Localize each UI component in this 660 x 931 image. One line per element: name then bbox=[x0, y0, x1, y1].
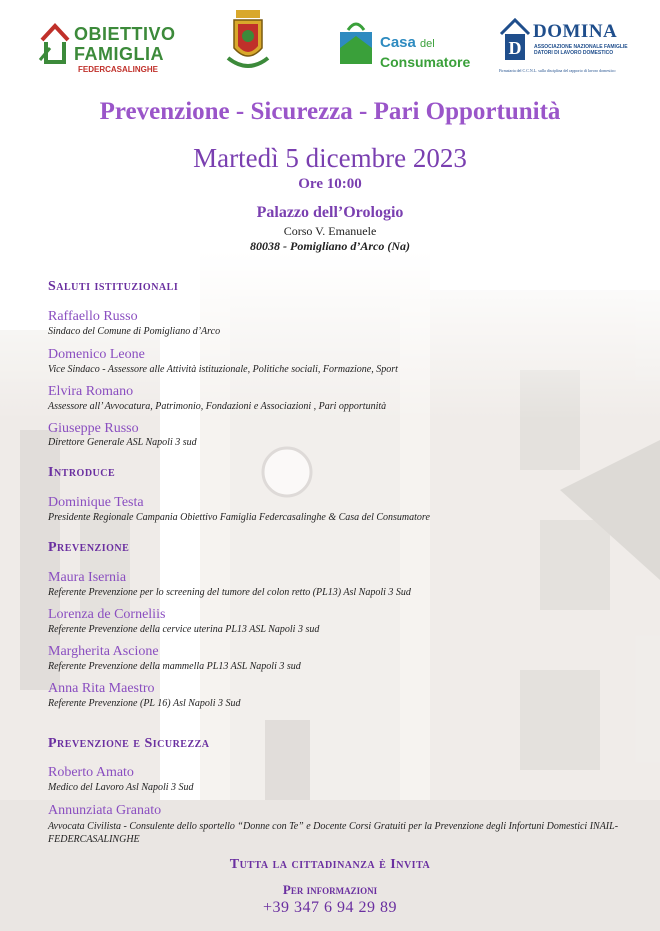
speaker-name: Giuseppe Russo bbox=[48, 421, 139, 436]
svg-text:D: D bbox=[508, 38, 522, 58]
speaker-name: Raffaello Russo bbox=[48, 309, 138, 324]
casa-del-consumatore-logo bbox=[336, 14, 486, 74]
invitation-text: Tutta la cittadinanza è Invita bbox=[229, 857, 431, 872]
section-heading-saluti: Saluti istituzionali bbox=[48, 279, 179, 294]
phone-number: +39 347 6 94 29 89 bbox=[262, 899, 398, 916]
event-city: 80038 - Pomigliano d’Arco (Na) bbox=[250, 239, 410, 253]
speaker-name: Elvira Romano bbox=[48, 384, 134, 399]
speaker-name: Lorenza de Corneliis bbox=[48, 607, 166, 622]
speaker-name: Annunziata Granato bbox=[48, 803, 162, 818]
speaker-name: Maura Isernia bbox=[48, 570, 127, 585]
speaker-role: Referente Prevenzione per lo screening del tumore del colon retto (PL13) Asl Napoli 3 Sud bbox=[48, 587, 411, 598]
event-venue: Palazzo dell’Orologio bbox=[256, 204, 404, 221]
speaker-role: Vice Sindaco - Assessore alle Attività istituzionale, Politiche sociali, Formazione, Sport bbox=[48, 364, 398, 375]
event-title: Prevenzione - Sicurezza - Pari Opportunità bbox=[99, 98, 561, 125]
famiglia-text: FAMIGLIA bbox=[74, 44, 164, 64]
speaker-role: Avvocata Civilista - Consulente dello sportello “Donne con Te” e Docente Corsi Gratuiti per la Prevenzione degli Infortuni Domestici INAIL- FEDERCASALINGHE bbox=[48, 821, 619, 845]
speaker-role: Referente Prevenzione della cervice uterina PL13 ASL Napoli 3 sud bbox=[48, 624, 320, 635]
event-date: Martedì 5 dicembre 2023 bbox=[193, 143, 467, 173]
speaker-name: Margherita Ascione bbox=[48, 644, 159, 659]
speaker-name: Domenico Leone bbox=[48, 347, 145, 362]
casa-del-text: Casa del bbox=[380, 34, 435, 51]
speaker-name: Roberto Amato bbox=[48, 765, 134, 780]
federcasalinghe-text: FEDERCASALINGHE bbox=[78, 65, 159, 74]
event-time: Ore 10:00 bbox=[298, 176, 362, 192]
consumatore-text: Consumatore bbox=[380, 54, 471, 70]
speaker-role: Sindaco del Comune di Pomigliano d’Arco bbox=[48, 326, 221, 337]
shopping-bag-icon bbox=[336, 18, 376, 66]
logos-row bbox=[0, 8, 660, 80]
domina-footer: Firmataria del C.C.N.L. sulla disciplina del rapporto di lavoro domestico bbox=[499, 68, 616, 73]
municipal-crest-icon bbox=[226, 8, 270, 78]
speaker-role: Assessore all’ Avvocatura, Patrimonio, Fondazioni e Associazioni , Pari opportunità bbox=[48, 401, 387, 412]
info-heading: Per informazioni bbox=[282, 882, 378, 897]
obiettivo-text: OBIETTIVO bbox=[74, 24, 176, 44]
domina-title: DOMINA bbox=[533, 21, 618, 42]
section-heading-prevenzione: Prevenzione bbox=[48, 540, 130, 555]
speaker-name: Dominique Testa bbox=[48, 495, 144, 510]
speaker-role: Presidente Regionale Campania Obiettivo Famiglia Federcasalinghe & Casa del Consumatore bbox=[48, 512, 430, 523]
speaker-role: Referente Prevenzione della mammella PL13 ASL Napoli 3 sud bbox=[48, 661, 301, 672]
domina-house-icon bbox=[499, 18, 531, 62]
section-heading-sicurezza: Prevenzione e Sicurezza bbox=[48, 736, 210, 751]
speaker-role: Direttore Generale ASL Napoli 3 sud bbox=[48, 437, 197, 448]
event-street: Corso V. Emanuele bbox=[283, 224, 377, 238]
domina-logo bbox=[497, 18, 647, 78]
speaker-name: Anna Rita Maestro bbox=[48, 681, 155, 696]
obiettivo-famiglia-logo bbox=[38, 20, 183, 76]
speaker-role: Referente Prevenzione (PL 16) Asl Napoli 3 Sud bbox=[48, 698, 241, 709]
speaker-role: Medico del Lavoro Asl Napoli 3 Sud bbox=[48, 782, 194, 793]
house-mark-icon bbox=[38, 20, 72, 66]
domina-subtitle: ASSOCIAZIONE NAZIONALE FAMIGLIE DATORI DI LAVORO DOMESTICO bbox=[534, 44, 628, 56]
section-heading-introduce: Introduce bbox=[48, 465, 116, 480]
